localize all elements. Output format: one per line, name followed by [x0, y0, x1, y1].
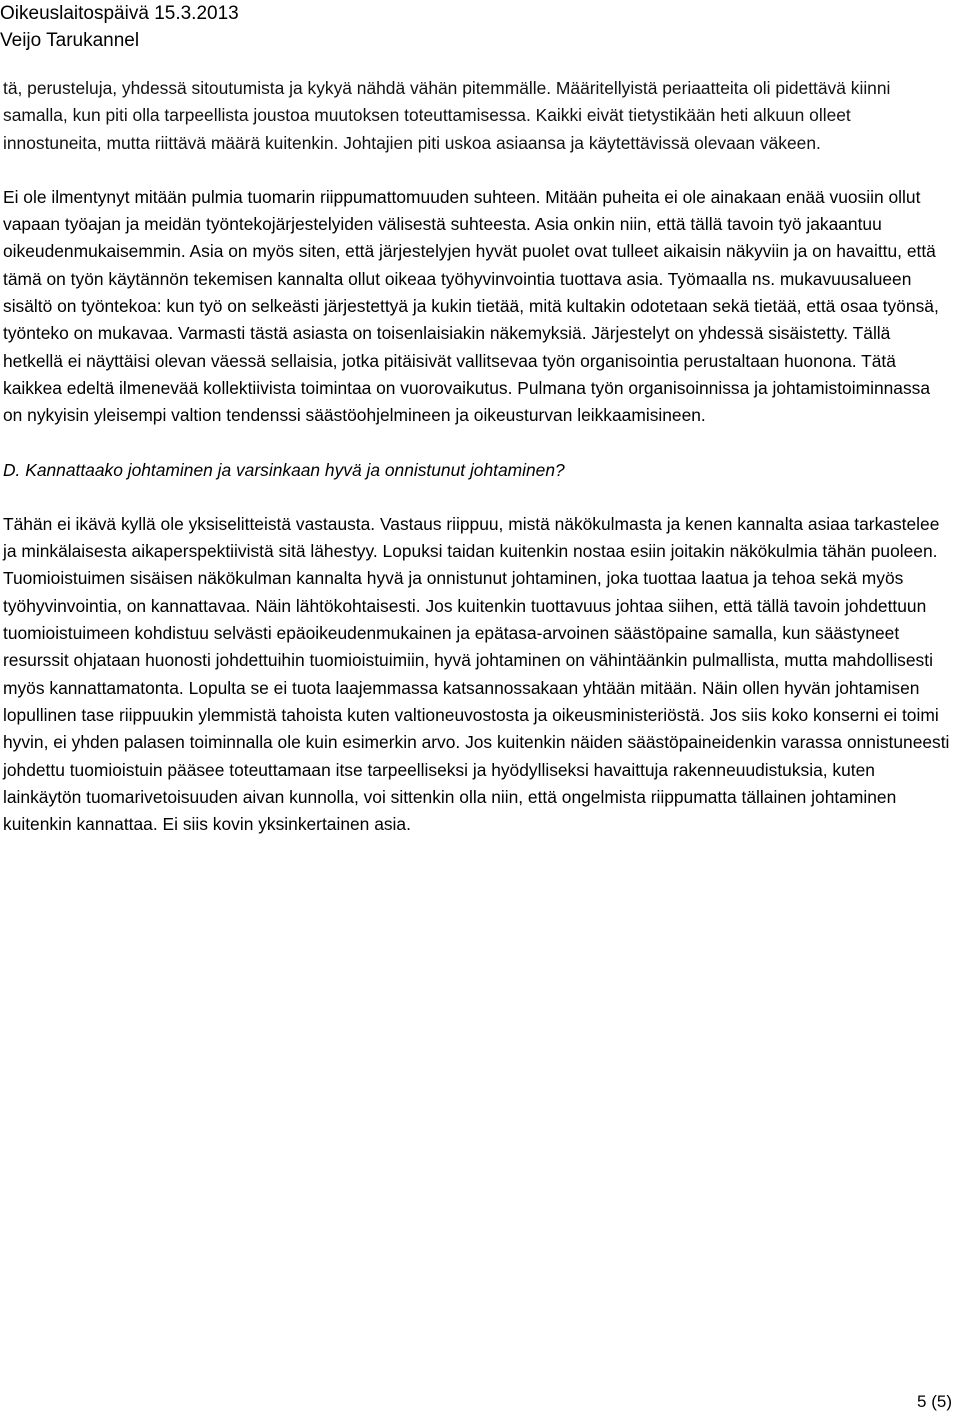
document-body: [3, 75, 953, 838]
paragraph-continuation: tä, perusteluja, yhdessä sitoutumista ja kykyä nähdä vähän pitemmälle. Määritellyistä periaatteita oli pidettävä kiinni samalla, kun piti olla tarpeellista joustoa muutoksen toteuttamisessa. Kaikki eivät tietystikään heti alkuun olleet innostuneita, mutta riittävä määrä kuitenkin. Johtajien piti uskoa asiaansa ja käytettävissä olevaan väkeen.: [3, 78, 891, 153]
section-heading-d: D. Kannattaako johtaminen ja varsinkaan hyvä ja onnistunut johtaminen?: [3, 459, 565, 480]
page-number: 5 (5): [917, 1392, 952, 1411]
document-author: Veijo Tarukannel: [0, 30, 140, 51]
paragraph-conclusion: Tähän ei ikävä kyllä ole yksiselitteistä vastausta. Vastaus riippuu, mistä näkökulmasta ja kenen kannalta asiaa tarkastelee ja minkälaisesta aikaperspektiivistä sitä lähestyy. Lopuksi taidan kuitenkin nostaa esiin joitakin näkökulmia tähän puoleen. Tuomioistuimen sisäisen näkökulman kannalta hyvä ja onnistunut johtaminen, joka tuottaa laatua ja tehoa sekä myös työhyvinvointia, on kannattavaa. Näin lähtökohtaisesti. Jos kuitenkin tuottavuus johtaa siihen, että tällä tavoin johdettuun tuomioistuimeen kohdistuu selvästi epäoikeudenmukainen ja epätasa-arvoinen säästöpaine samalla, kun säästyneet resurssit ohjataan huonosti johdettuihin tuomioistuimiin, hyvä johtaminen on vähintäänkin pulmallista, mutta mahdollisesti myös kannattamatonta. Lopulta se ei tuota laajemmassa katsannossakaan yhtään mitään. Näin ollen hyvän johtamisen lopullinen tase riippuukin ylemmistä tahoista kuten valtioneuvostosta ja oikeusministeriöstä. Jos siis koko konserni ei toimi hyvin, ei yhden palasen toiminnalla ole kuin esimerkin arvo. Jos kuitenkin näiden säästöpaineidenkin varassa onnistuneesti johdettu tuomioistuin pääsee toteuttamaan itse tarpeelliseksi ja hyödylliseksi havaittuja rakenneuudistuksia, kuten lainkäytön tuomarivetoisuuden aivan kunnolla, voi sittenkin olla niin, että ongelmista riippumatta tällainen johtaminen kuitenkin kannattaa. Ei siis kovin yksinkertainen asia.: [3, 513, 950, 835]
paragraph-independence: Ei ole ilmentynyt mitään pulmia tuomarin riippumattomuuden suhteen. Mitään puheita ei ole ainakaan enää vuosiin ollut vapaan työajan ja meidän työntekojärjestelyiden välisestä suhteesta. Asia onkin niin, että tällä tavoin työ jakaantuu oikeudenmukaisemmin. Asia on myös siten, että järjestelyjen hyvät puolet ovat tulleet aikaisin näkyviin ja on havaittu, että tämä on työn käytännön tekemisen kannalta ollut oikeaa työhyvinvointia tuottava asia. Työmaalla ns. mukavuusalueen sisältö on työntekoa: kun työ on selkeästi järjestettyä ja kukin tietää, mitä kultakin odotetaan sekä tietää, että osaa työnsä, työnteko on mukavaa. Varmasti tästä asiasta on toisenlaisiakin näkemyksiä. Järjestelyt on yhdessä sisäistetty. Tällä hetkellä ei näyttäisi olevan väessä sellaisia, jotka pitäisivät vallitsevaa työn organisointia perustaltaan huonona. Tätä kaikkea edeltä ilmenevää kollektiivista toimintaa on vuorovaikutus. Pulmana työn organisoinnissa ja johtamistoiminnassa on nykyisin yleisempi valtion tendenssi säästöohjelmineen ja oikeusturvan leikkaamisineen.: [3, 186, 939, 426]
page-header: [0, 0, 239, 54]
document-title: Oikeuslaitospäivä 15.3.2013: [0, 3, 239, 24]
